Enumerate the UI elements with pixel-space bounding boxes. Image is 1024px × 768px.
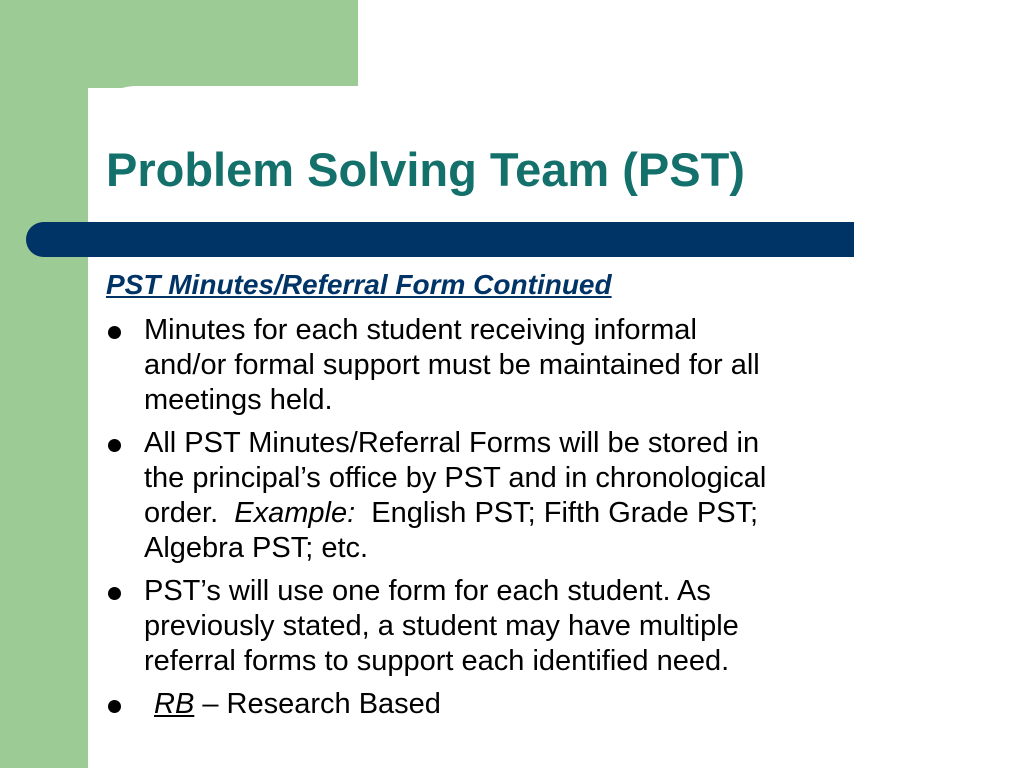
bullet-dot-icon <box>108 587 121 600</box>
bullet-text-line <box>144 687 986 722</box>
bullet-dot-icon <box>108 439 121 452</box>
green-side-accent <box>0 0 88 768</box>
bullet-item <box>106 313 986 418</box>
bullet-text-line: Algebra PST; etc. <box>144 532 369 564</box>
bullet-dot-icon <box>108 700 121 713</box>
green-top-accent <box>0 0 358 88</box>
bullet-text-line: All PST Minutes/Referral Forms will be stored in <box>144 427 760 459</box>
bullet-text-line: meetings held. <box>144 384 333 416</box>
slide-subtitle: PST Minutes/Referral Form Continued <box>106 269 612 300</box>
bullet-text-line: the principal’s office by PST and in chronological <box>144 462 767 494</box>
bullet-text-fragment: – Research Based <box>194 688 441 720</box>
example-label: Example: <box>234 497 356 529</box>
rb-abbreviation: RB <box>154 688 195 720</box>
title-divider-bar <box>26 222 854 257</box>
bullet-list <box>106 313 986 722</box>
slide-body <box>106 266 986 730</box>
bullet-text-line: previously stated, a student may have multiple <box>144 610 739 642</box>
bullet-text-line: and/or formal support must be maintained for all <box>144 349 760 381</box>
bullet-item <box>106 574 986 679</box>
slide-title: Problem Solving Team (PST) <box>106 143 745 196</box>
bullet-item <box>106 687 986 722</box>
bullet-text-line: Minutes for each student receiving informal <box>144 314 697 346</box>
bullet-text-line: referral forms to support each identified need. <box>144 645 730 677</box>
bullet-text-line <box>144 496 986 531</box>
bullet-text-fragment: English PST; Fifth Grade PST; <box>355 497 759 529</box>
bullet-text-line: PST’s will use one form for each student. As <box>144 575 711 607</box>
bullet-text-fragment: order. <box>144 497 235 529</box>
bullet-item <box>106 426 986 566</box>
bullet-dot-icon <box>108 326 121 339</box>
